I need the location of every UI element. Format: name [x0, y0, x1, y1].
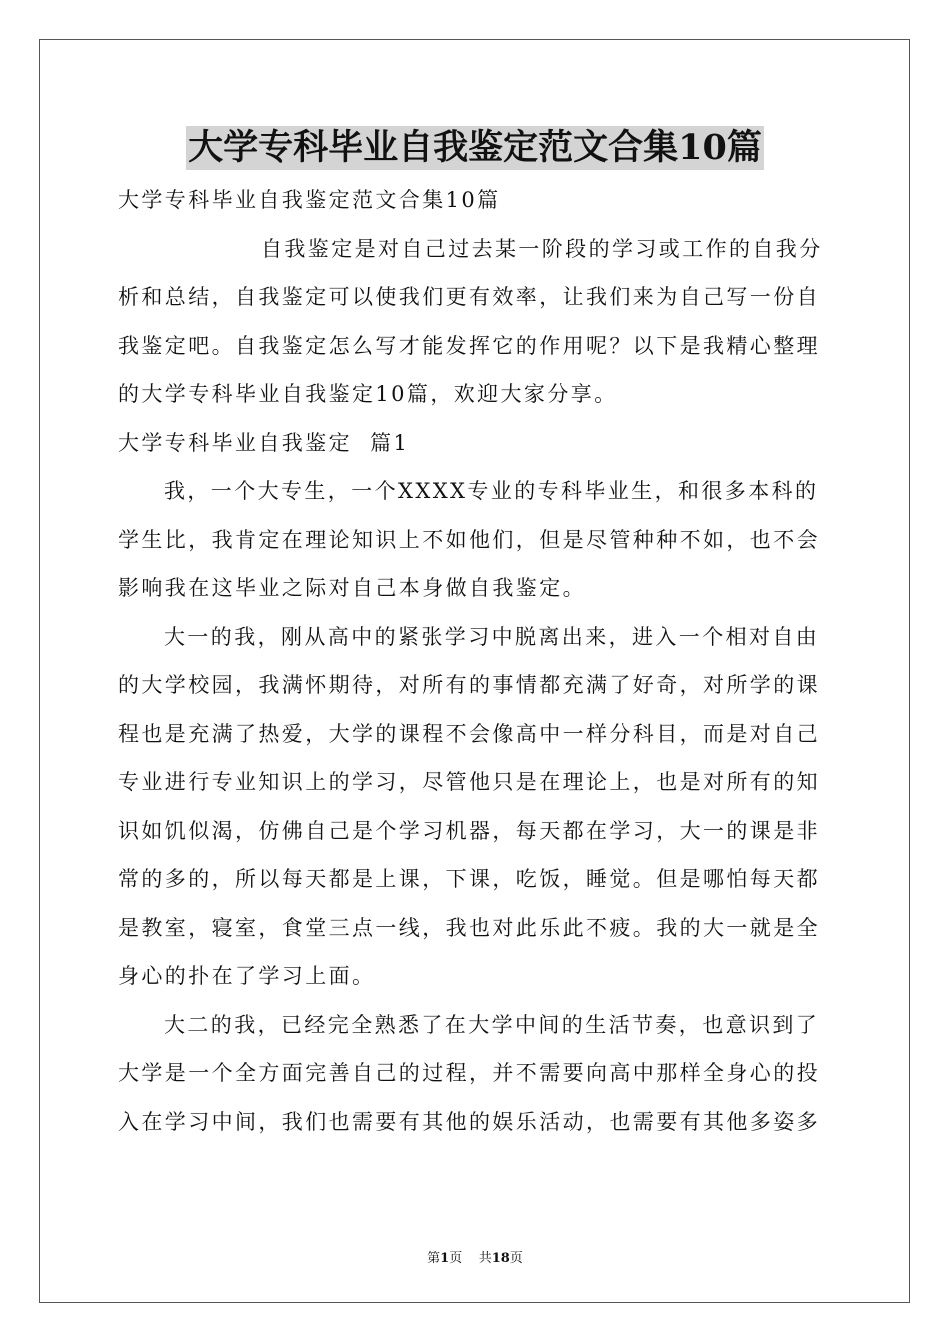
title-wrap: [0, 126, 950, 170]
paragraph1-line: 我，一个大专生，一个XXXX专业的专科毕业生，和很多本科的: [164, 479, 819, 503]
intro-line: 我鉴定吧。自我鉴定怎么写才能发挥它的作用呢？以下是我精心整理: [118, 333, 820, 358]
paragraph2-line: 身心的扑在了学习上面。: [118, 964, 376, 988]
footer-prefix: 第: [427, 1251, 441, 1266]
intro-line: 自我鉴定是对自己过去某一阶段的学习或工作的自我分: [261, 236, 823, 261]
paragraph1-line: 影响我在这毕业之际对自己本身做自我鉴定。: [118, 576, 586, 600]
paragraph2-line: 程也是充满了热爱，大学的课程不会像高中一样分科目，而是对自己: [118, 721, 820, 746]
paragraph2-line: 常的多的，所以每天都是上课，下课，吃饭，睡觉。但是哪怕每天都: [118, 867, 820, 891]
paragraph2-line: 专业进行专业知识上的学习，尽管他只是在理论上，也是对所有的知: [118, 770, 820, 794]
paragraph3-line: 大二的我，已经完全熟悉了在大学中间的生活节奏，也意识到了: [164, 1012, 820, 1037]
paragraph3-line: 入在学习中间，我们也需要有其他的娱乐活动，也需要有其他多姿多: [118, 1109, 820, 1134]
page-footer: [0, 1247, 950, 1266]
footer-middle: 页 共: [449, 1251, 492, 1266]
footer-suffix: 页: [509, 1251, 523, 1266]
subtitle: 大学专科毕业自我鉴定范文合集10篇: [118, 188, 501, 212]
paragraph2-line: 大一的我，刚从高中的紧张学习中脱离出来，进入一个相对自由: [164, 624, 820, 649]
paragraph2-line: 的大学校园，我满怀期待，对所有的事情都充满了好奇，对所学的课: [118, 673, 820, 697]
document-title: 大学专科毕业自我鉴定范文合集10篇: [188, 127, 762, 168]
intro-line: 析和总结，自我鉴定可以使我们更有效率，让我们来为自己写一份自: [118, 285, 820, 309]
document-body: [118, 176, 834, 1146]
paragraph2-line: 识如饥似渴，仿佛自己是个学习机器，每天都在学习，大一的课是非: [118, 818, 820, 843]
paragraph1-line: 学生比，我肯定在理论知识上不如他们，但是尽管种种不如，也不会: [118, 527, 820, 552]
paragraph3-line: 大学是一个全方面完善自己的过程，并不需要向高中那样全身心的投: [118, 1061, 820, 1085]
footer-page-number: 1: [440, 1251, 450, 1266]
paragraph2-line: 是教室，寝室，食堂三点一线，我也对此乐此不疲。我的大一就是全: [118, 915, 820, 940]
intro-line: 的大学专科毕业自我鉴定10篇，欢迎大家分享。: [118, 382, 618, 406]
section-heading: 大学专科毕业自我鉴定 篇1: [118, 430, 410, 455]
footer-total-pages: 18: [491, 1251, 510, 1266]
